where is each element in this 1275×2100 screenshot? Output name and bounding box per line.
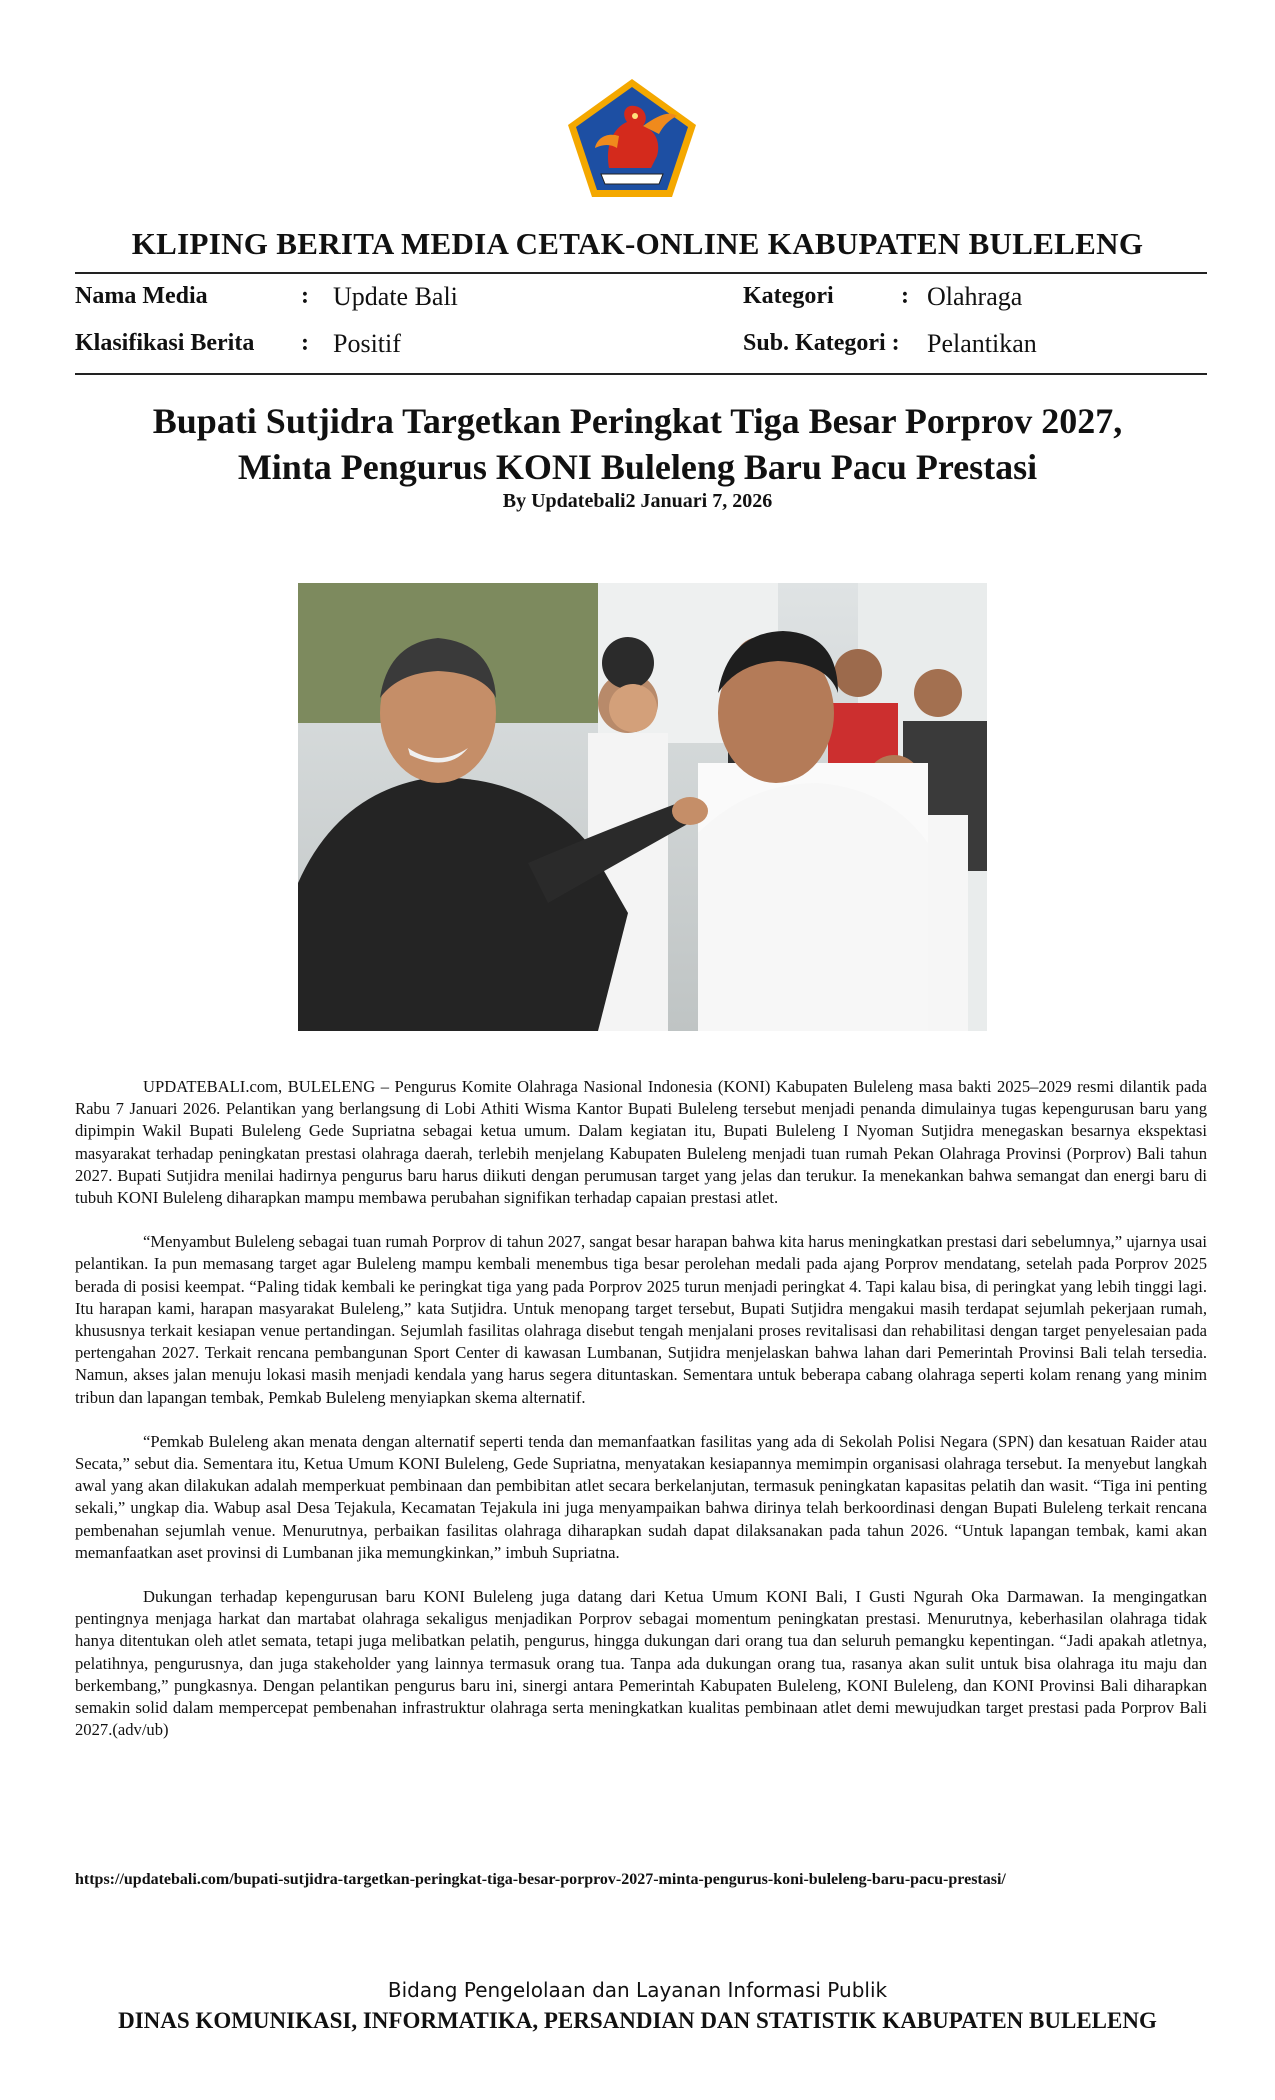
- article-headline: [0, 398, 1275, 490]
- divider-bottom: [75, 373, 1207, 375]
- article-paragraph: UPDATEBALI.com, BULELENG – Pengurus Komite Olahraga Nasional Indonesia (KONI) Kabupaten Buleleng masa bakti 2025–2029 resmi dilantik pada Rabu 7 Januari 2026. Pelantikan yang berlangsung di Lobi Athiti Wisma Kantor Bupati Buleleng tersebut menjadi penanda dimulainya tugas kepengurusan baru yang dipimpin Wakil Bupati Buleleng Gede Supriatna sebagai ketua umum. Dalam kegiatan itu, Bupati Buleleng I Nyoman Sutjidra menegaskan besarnya ekspektasi masyarakat terhadap peningkatan prestasi olahraga daerah, terlebih menjelang Kabupaten Buleleng menjadi tuan rumah Pekan Olahraga Provinsi (Porprov) Bali tahun 2027. Bupati Sutjidra menilai hadirnya pengurus baru harus diikuti dengan perumusan target yang jelas dan terukur. Ia menekankan bahwa semangat dan energi baru di tubuh KONI Buleleng diharapkan mampu membawa perubahan signifikan terhadap capaian prestasi atlet.: [75, 1077, 1207, 1208]
- headline-line-1: Bupati Sutjidra Targetkan Peringkat Tiga Besar Porprov 2027,: [152, 401, 1123, 441]
- media-colon: :: [301, 283, 309, 309]
- kategori-value: Olahraga: [927, 282, 1023, 311]
- article-paragraph: “Menyambut Buleleng sebagai tuan rumah Porprov di tahun 2027, sangat besar harapan bahwa kita harus meningkatkan prestasi dari sebelumnya,” ujarnya usai pelantikan. Ia pun memasang target agar Buleleng mampu kembali menembus tiga besar perolehan medali pada ajang Porprov mendatang, setelah pada Porprov 2025 berada di posisi keempat. “Paling tidak kembali ke peringkat tiga yang pada Porprov 2025 turun menjadi peringkat 4. Tapi kalau bisa, di peringkat yang lebih tinggi lagi. Itu harapan kami, harapan masyarakat Buleleng,” kata Sutjidra. Untuk menopang target tersebut, Bupati Sutjidra mengakui masih terdapat sejumlah pekerjaan rumah, khususnya terkait kesiapan venue pertandingan. Sejumlah fasilitas olahraga disebut tengah menjalani proses revitalisasi dan rehabilitasi dengan target penyelesaian pada pertengahan 2027. Terkait rencana pembangunan Sport Center di kawasan Lumbanan, Sutjidra menjelaskan bahwa lahan dari Pemerintah Provinsi Bali telah tersedia. Namun, akses jalan menuju lokasi masih menjadi kendala yang harus segera dituntaskan. Sementara untuk beberapa cabang olahraga seperti kolam renang yang minim tribun dan lapangan tembak, Pemkab Buleleng menyiapkan skema alternatif.: [75, 1232, 1207, 1407]
- klasifikasi-label: Klasifikasi Berita: [75, 330, 255, 356]
- inauguration-photo-icon: [298, 583, 987, 1031]
- regency-logo: [565, 76, 699, 200]
- klasifikasi-colon: :: [301, 330, 309, 356]
- media-value: Update Bali: [333, 282, 458, 311]
- headline-line-2: Minta Pengurus KONI Buleleng Baru Pacu Prestasi: [237, 447, 1038, 487]
- source-url-link[interactable]: https://updatebali.com/bupati-sutjidra-targetkan-peringkat-tiga-besar-porprov-2027-minta-pengurus-koni-buleleng-baru-pacu-prestasi/: [75, 1871, 1006, 1888]
- kliping-title: KLIPING BERITA MEDIA CETAK-ONLINE KABUPATEN BULELENG: [131, 226, 1144, 261]
- sub-kategori-label: Sub. Kategori :: [743, 330, 900, 356]
- article-paragraph: “Pemkab Buleleng akan menata dengan alternatif seperti tenda dan memanfaatkan fasilitas yang ada di Sekolah Polisi Negara (SPN) dan kesatuan Raider atau Secata,” sebut dia. Sementara itu, Ketua Umum KONI Buleleng, Gede Supriatna, menyatakan kesiapannya memimpin organisasi olahraga tersebut. Ia menyebut langkah awal yang akan dilakukan adalah memperkuat pembinaan dan pembibitan atlet secara berkelanjutan, termasuk peningkatan kapasitas pelatih dan wasit. “Tiga ini penting sekali,” ungkap dia. Wabup asal Desa Tejakula, Kecamatan Tejakula ini juga menyampaikan bahwa dirinya telah berkoordinasi dengan Bupati Buleleng terkait rencana pembenahan sejumlah venue. Menurutnya, perbaikan fasilitas olahraga diharapkan sudah dapat dilaksanakan pada tahun 2026. “Untuk lapangan tembak, kami akan memanfaatkan aset provinsi di Lumbanan jika memungkinkan,” imbuh Supriatna.: [75, 1431, 1207, 1562]
- sub-kategori-value: Pelantikan: [927, 329, 1037, 358]
- divider-top: [75, 272, 1207, 274]
- article-photo: [298, 583, 987, 1031]
- lion-emblem-icon: [565, 76, 699, 200]
- footer-agency: DINAS KOMUNIKASI, INFORMATIKA, PERSANDIAN DAN STATISTIK KABUPATEN BULELENG: [118, 2008, 1157, 2033]
- article-byline: By Updatebali2 Januari 7, 2026: [502, 490, 773, 512]
- kategori-label: Kategori: [743, 283, 834, 309]
- media-label: Nama Media: [75, 283, 208, 309]
- kategori-colon: :: [901, 283, 909, 309]
- article-body: [75, 1076, 1207, 1763]
- klasifikasi-value: Positif: [333, 329, 401, 358]
- footer-department: Bidang Pengelolaan dan Layanan Informasi Publik: [387, 1978, 888, 2002]
- article-paragraph: Dukungan terhadap kepengurusan baru KONI Buleleng juga datang dari Ketua Umum KONI Bali, I Gusti Ngurah Oka Darmawan. Ia mengingatkan pentingnya menjaga harkat dan martabat olahraga sekaligus menjadikan Porprov sebagai momentum peningkatan prestasi. Menurutnya, keberhasilan olahraga tidak hanya ditentukan oleh atlet semata, tetapi juga melibatkan pelatih, pengurus, hingga dukungan dari orang tua dan seluruh pemangku kepentingan. “Jadi apakah atletnya, pelatihnya, pengurusnya, dan juga stakeholder yang lainnya termasuk orang tua. Tanpa ada dukungan orang tua, rasanya akan sulit untuk bisa olahraga itu maju dan berkembang,” pungkasnya. Dengan pelantikan pengurus baru ini, sinergi antara Pemerintah Kabupaten Buleleng, KONI Buleleng, dan KONI Provinsi Bali diharapkan semakin solid dalam mempercepat pembenahan infrastruktur olahraga serta meningkatkan kualitas pembinaan atlet demi mewujudkan target prestasi pada Porprov Bali 2027.(adv/ub): [75, 1587, 1207, 1740]
